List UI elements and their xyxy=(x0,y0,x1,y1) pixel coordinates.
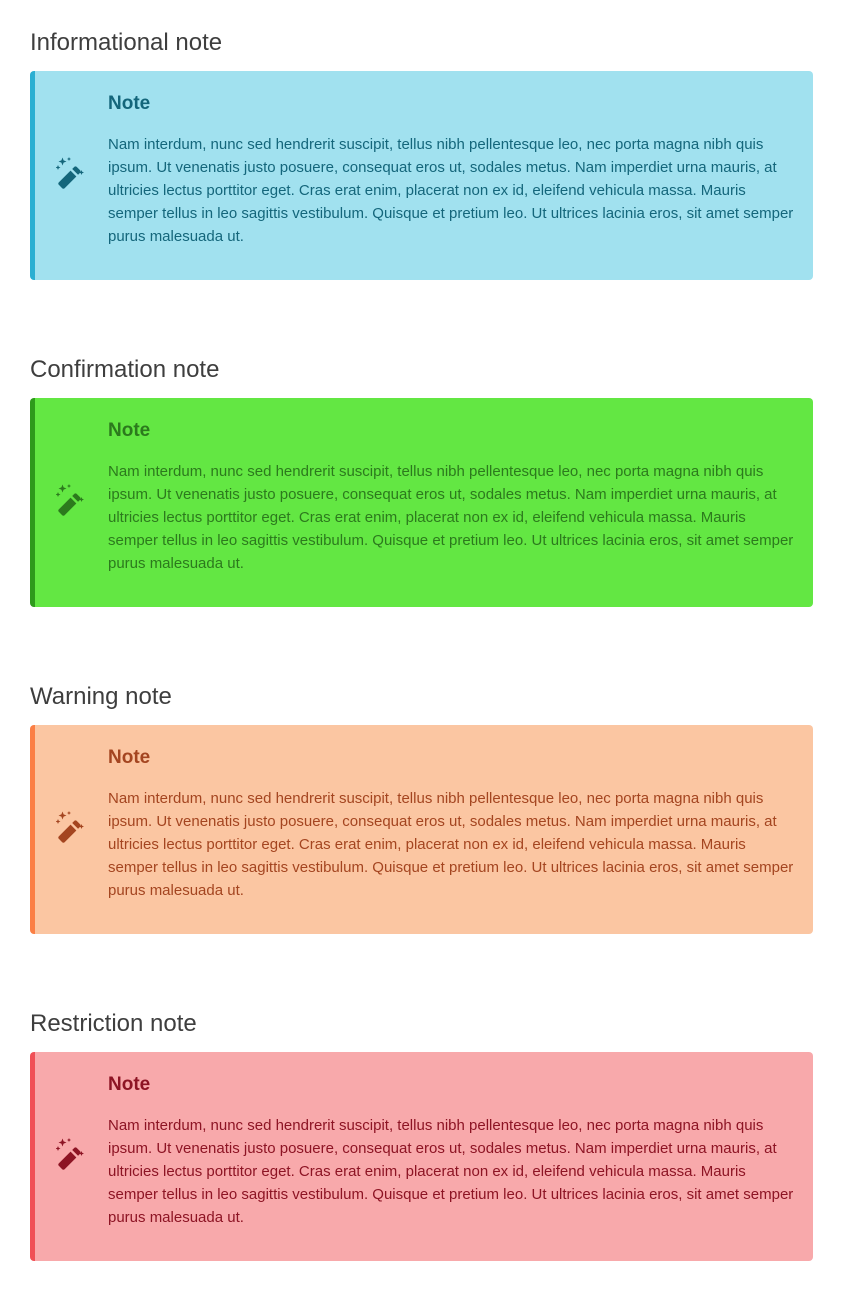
confirmation-note-section xyxy=(30,355,813,572)
note-title: Note xyxy=(108,1074,151,1095)
confirmation-note xyxy=(30,398,813,607)
section-heading: Confirmation note xyxy=(30,356,220,383)
restriction-note xyxy=(30,1052,813,1261)
informational-note-section xyxy=(30,28,813,245)
magic-wand-icon xyxy=(56,811,86,843)
note-title: Note xyxy=(108,93,151,114)
section-heading: Warning note xyxy=(30,683,172,710)
warning-note-section xyxy=(30,682,813,899)
note-title: Note xyxy=(108,420,151,441)
warning-note xyxy=(30,725,813,934)
magic-wand-icon xyxy=(56,157,86,189)
section-heading: Informational note xyxy=(30,29,223,56)
magic-wand-icon xyxy=(56,484,86,516)
magic-wand-icon xyxy=(56,1138,86,1170)
note-body: Nam interdum, nunc sed hendrerit suscipit, tellus nibh pellentesque leo, nec porta magna nibh quis ipsum. Ut venenatis justo posuere, consequat eros ut, sodales metus. Nam imperdiet urna mauris, at ultricies lectus porttitor eget. Cras erat enim, placerat non ex id, eleifend vehicula massa. Mauris semper tellus in leo sagittis vestibulum. Quisque et pretium leo. Ut ultrices lacinia eros, sit amet semper purus malesuada ut. xyxy=(108,463,794,572)
section-heading: Restriction note xyxy=(30,1010,197,1037)
restriction-note-section xyxy=(30,1009,813,1226)
note-title: Note xyxy=(108,747,151,768)
note-body: Nam interdum, nunc sed hendrerit suscipit, tellus nibh pellentesque leo, nec porta magna nibh quis ipsum. Ut venenatis justo posuere, consequat eros ut, sodales metus. Nam imperdiet urna mauris, at ultricies lectus porttitor eget. Cras erat enim, placerat non ex id, eleifend vehicula massa. Mauris semper tellus in leo sagittis vestibulum. Quisque et pretium leo. Ut ultrices lacinia eros, sit amet semper purus malesuada ut. xyxy=(108,790,794,899)
note-body: Nam interdum, nunc sed hendrerit suscipit, tellus nibh pellentesque leo, nec porta magna nibh quis ipsum. Ut venenatis justo posuere, consequat eros ut, sodales metus. Nam imperdiet urna mauris, at ultricies lectus porttitor eget. Cras erat enim, placerat non ex id, eleifend vehicula massa. Mauris semper tellus in leo sagittis vestibulum. Quisque et pretium leo. Ut ultrices lacinia eros, sit amet semper purus malesuada ut. xyxy=(108,1117,794,1226)
note-body: Nam interdum, nunc sed hendrerit suscipit, tellus nibh pellentesque leo, nec porta magna nibh quis ipsum. Ut venenatis justo posuere, consequat eros ut, sodales metus. Nam imperdiet urna mauris, at ultricies lectus porttitor eget. Cras erat enim, placerat non ex id, eleifend vehicula massa. Mauris semper tellus in leo sagittis vestibulum. Quisque et pretium leo. Ut ultrices lacinia eros, sit amet semper purus malesuada ut. xyxy=(108,136,794,245)
informational-note xyxy=(30,71,813,280)
